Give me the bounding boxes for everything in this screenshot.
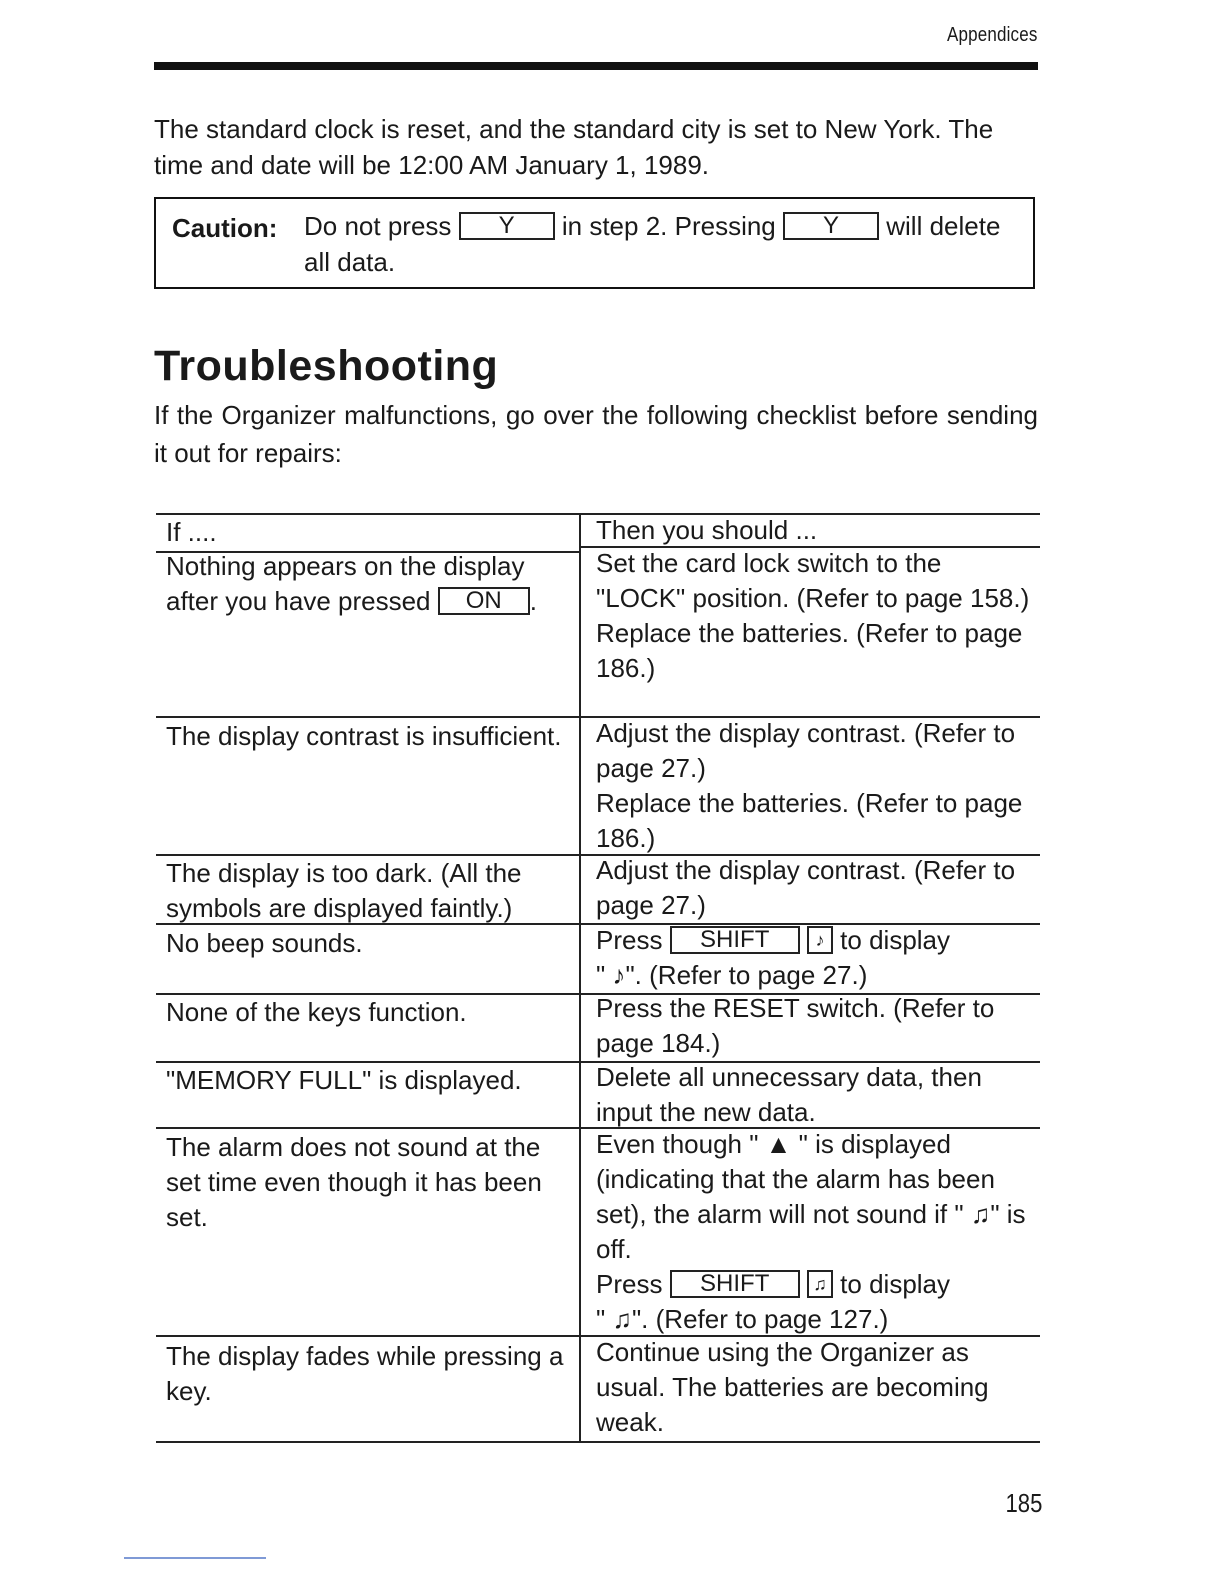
table-row-then: Delete all unnecessary data, then input the new data. [596,1062,982,1127]
row7-then-line3: " ♫". (Refer to page 127.) [596,1304,889,1334]
row4-then-line2: " ♪". (Refer to page 27.) [596,960,868,990]
table-row-if: The display fades while pressing a key. [166,1341,564,1406]
row4-then-before: Press [596,925,663,955]
section-label: Appendices [947,24,1038,46]
table-row-then [596,716,1036,856]
table-row-then [596,923,1036,993]
table-row-if: None of the keys function. [166,997,467,1027]
table-row-then [596,546,1036,686]
shift-key: SHIFT [670,1270,800,1298]
row1-if-before: after you have pressed [166,586,431,616]
table-column-divider [579,513,581,1443]
table-row-if [166,549,571,619]
row1-then-1: Set the card lock switch to the "LOCK" position. (Refer to page 158.) [596,548,1030,613]
table-row-then [596,1127,1036,1337]
table-row-if: No beep sounds. [166,928,363,958]
row7-then-before: Press [596,1269,663,1299]
y-key: Y [459,212,555,240]
shift-key: SHIFT [670,926,800,954]
footer-rule [124,1557,266,1559]
table-row-if: The display is too dark. (All the symbols are displayed faintly.) [166,858,522,923]
intro-paragraph: The standard clock is reset, and the standard city is set to New York. The time and date will be 12:00 AM January 1, 1989. [154,114,994,180]
page-number: 185 [1005,1488,1042,1518]
y-key: Y [783,212,879,240]
table-rule [156,1441,1040,1443]
caution-text-middle: in step 2. Pressing [561,211,776,241]
table-row-if: The alarm does not sound at the set time even though it has been set. [166,1132,542,1232]
beep-key-icon: ♪ [807,926,833,954]
caution-line-1 [304,211,1000,242]
page-title: Troubleshooting [154,342,499,390]
caution-label: Caution: [172,213,278,243]
table-header-then: Then you should ... [596,515,818,545]
table-row-then: Adjust the display contrast. (Refer to page 27.) [596,855,1016,920]
alarm-key-icon: ♫ [807,1270,833,1298]
caution-line-2: all data. [304,247,396,277]
caution-text-after: will delete [886,211,1001,241]
caution-text-before: Do not press [304,211,452,241]
header-rule [154,62,1038,70]
row1-then-2: Replace the batteries. (Refer to page 186.) [596,618,1023,683]
table-row-if: The display contrast is insufficient. [166,721,562,751]
row7-then-line2 [596,1267,1036,1302]
caution-box [154,197,1035,289]
row1-if-line1: Nothing appears on the display [166,551,525,581]
row4-then-mid: to display [840,925,951,955]
row2-then-1: Adjust the display contrast. (Refer to page 27.) [596,718,1016,783]
row7-then-mid: to display [840,1269,951,1299]
row7-then-1: Even though " ▲ " is displayed (indicating that the alarm has been set), the alarm will not sound if " ♫" is off. [596,1129,1026,1264]
table-row-then: Continue using the Organizer as usual. The batteries are becoming weak. [596,1337,989,1437]
row1-if-after: . [529,586,537,616]
lead-paragraph: If the Organizer malfunctions, go over the following checklist before sending it out for repairs: [154,400,1038,468]
on-key: ON [438,587,530,615]
table-header-if: If .... [166,517,217,547]
row1-if-line2 [166,584,571,619]
row4-then-line1 [596,923,1036,958]
table-row-if: "MEMORY FULL" is displayed. [166,1065,522,1095]
row2-then-2: Replace the batteries. (Refer to page 186.) [596,788,1023,853]
table-row-then: Press the RESET switch. (Refer to page 184.) [596,993,995,1058]
